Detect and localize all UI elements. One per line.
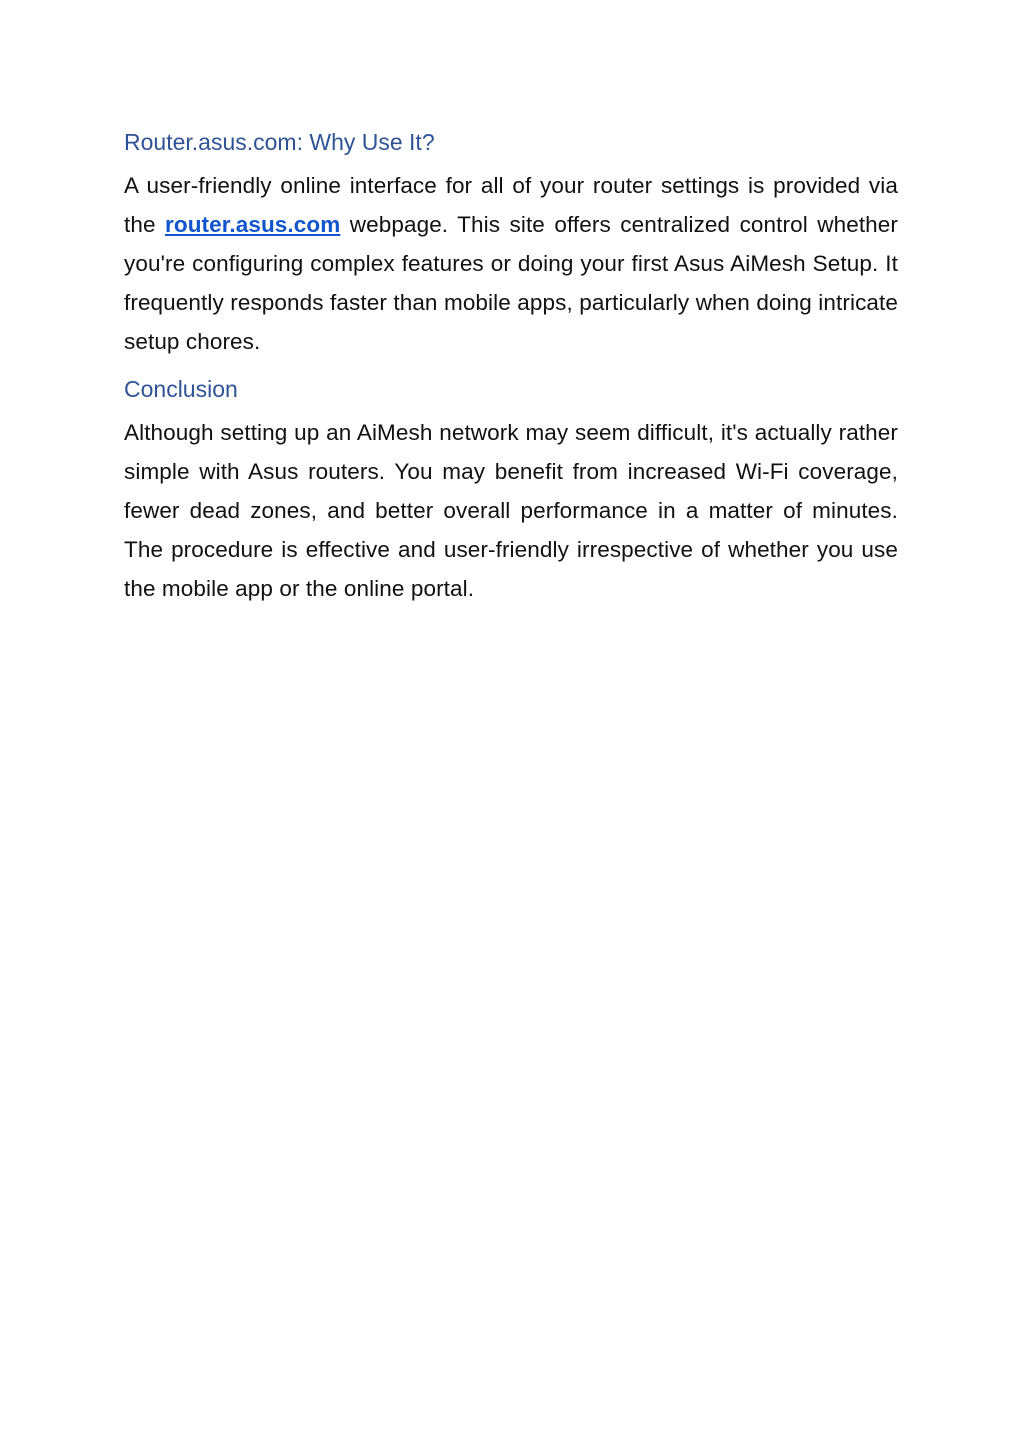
section-heading-conclusion: Conclusion <box>124 376 238 402</box>
section-conclusion <box>124 371 898 608</box>
section-heading-why-use: Router.asus.com: Why Use It? <box>124 129 435 155</box>
paragraph-why-use <box>124 166 898 361</box>
section-why-use <box>124 124 898 361</box>
paragraph-text-before-link: A user-friendly online interface for all of your router settings is provided via the <box>124 173 898 237</box>
paragraph-text-after-link: webpage. This site offers centralized control whether you're configuring complex features or doing your first Asus AiMesh Setup. It frequently responds faster than mobile apps, particularly when doing intricate setup chores. <box>124 212 898 354</box>
paragraph-conclusion: Although setting up an AiMesh network may seem difficult, it's actually rather simple with Asus routers. You may benefit from increased Wi-Fi coverage, fewer dead zones, and better overall performance in a matter of minutes. The procedure is effective and user-friendly irrespective of whether you use the mobile app or the online portal. <box>124 420 898 601</box>
document-page <box>124 124 898 618</box>
router-asus-link[interactable]: router.asus.com <box>165 212 341 237</box>
